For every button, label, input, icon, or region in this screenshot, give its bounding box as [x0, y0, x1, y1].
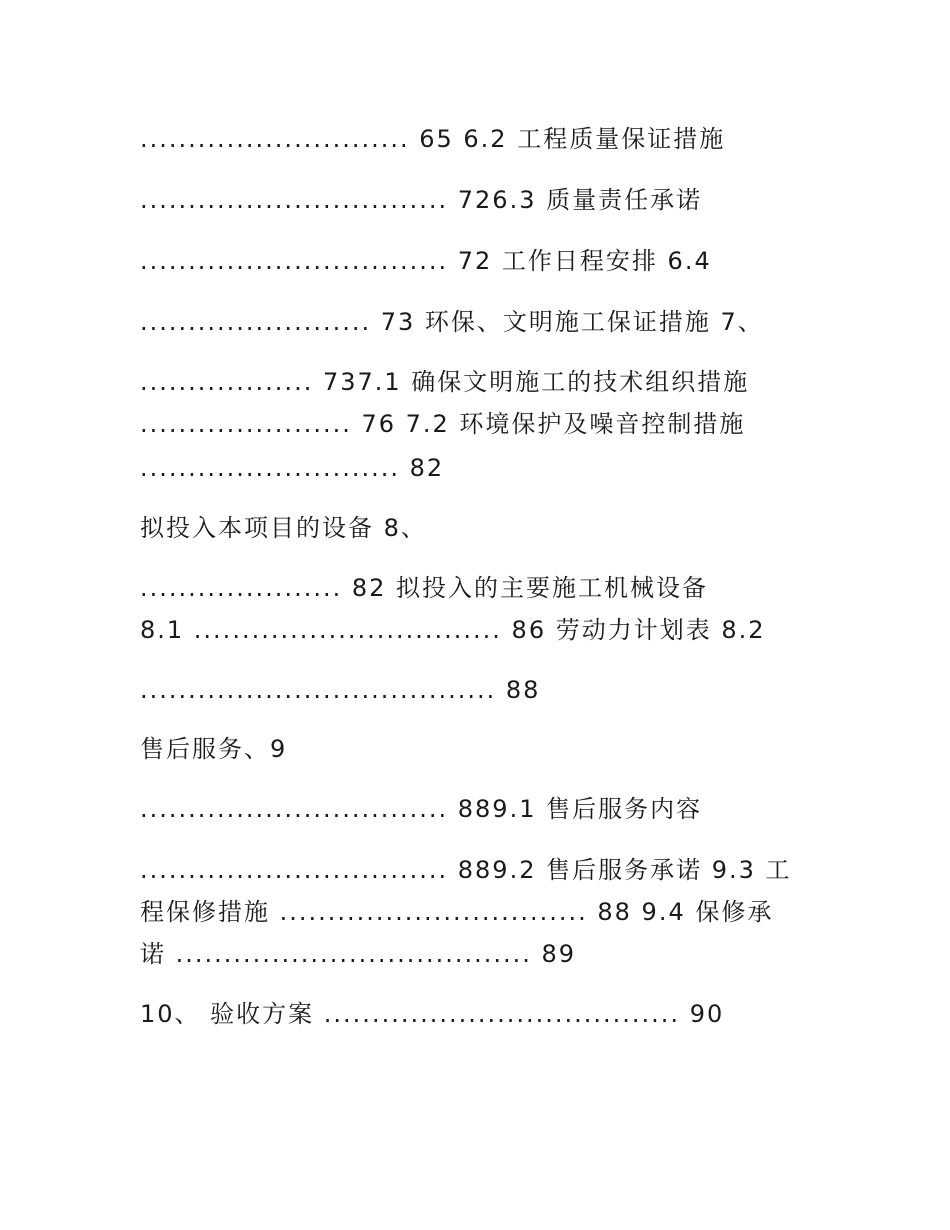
toc-line: 售后服务、9 — [140, 735, 288, 763]
toc-line: 10、 验收方案 ..................................... 90 — [140, 1000, 725, 1028]
toc-line: ................................ 889.2 售后服务承诺 9.3 工 — [140, 856, 792, 884]
toc-line: .................. 737.1 确保文明施工的技术组织措施 — [140, 368, 750, 396]
toc-line: 程保修措施 ................................ 88 9.4 保修承 — [140, 898, 774, 926]
toc-line: 8.1 ................................ 86 劳动力计划表 8.2 — [140, 616, 766, 644]
toc-line: ................................ 726.3 质量责任承诺 — [140, 186, 703, 214]
toc-line: ............................ 65 6.2 工程质量保证措施 — [140, 125, 726, 153]
toc-line: ........................... 82 — [140, 454, 445, 482]
toc-line: ................................ 72 工作日程安排 6.4 — [140, 247, 712, 275]
toc-line: 拟投入本项目的设备 8、 — [140, 514, 427, 542]
toc-line: ..................................... 88 — [140, 676, 541, 704]
toc-line: ...................... 76 7.2 环境保护及噪音控制措施 — [140, 410, 746, 438]
toc-line: ..................... 82 拟投入的主要施工机械设备 — [140, 574, 709, 602]
toc-line: ................................ 889.1 售后服务内容 — [140, 795, 703, 823]
toc-line: ........................ 73 环保、文明施工保证措施 7、 — [140, 308, 764, 336]
toc-line: 诺 ..................................... 89 — [140, 940, 577, 968]
